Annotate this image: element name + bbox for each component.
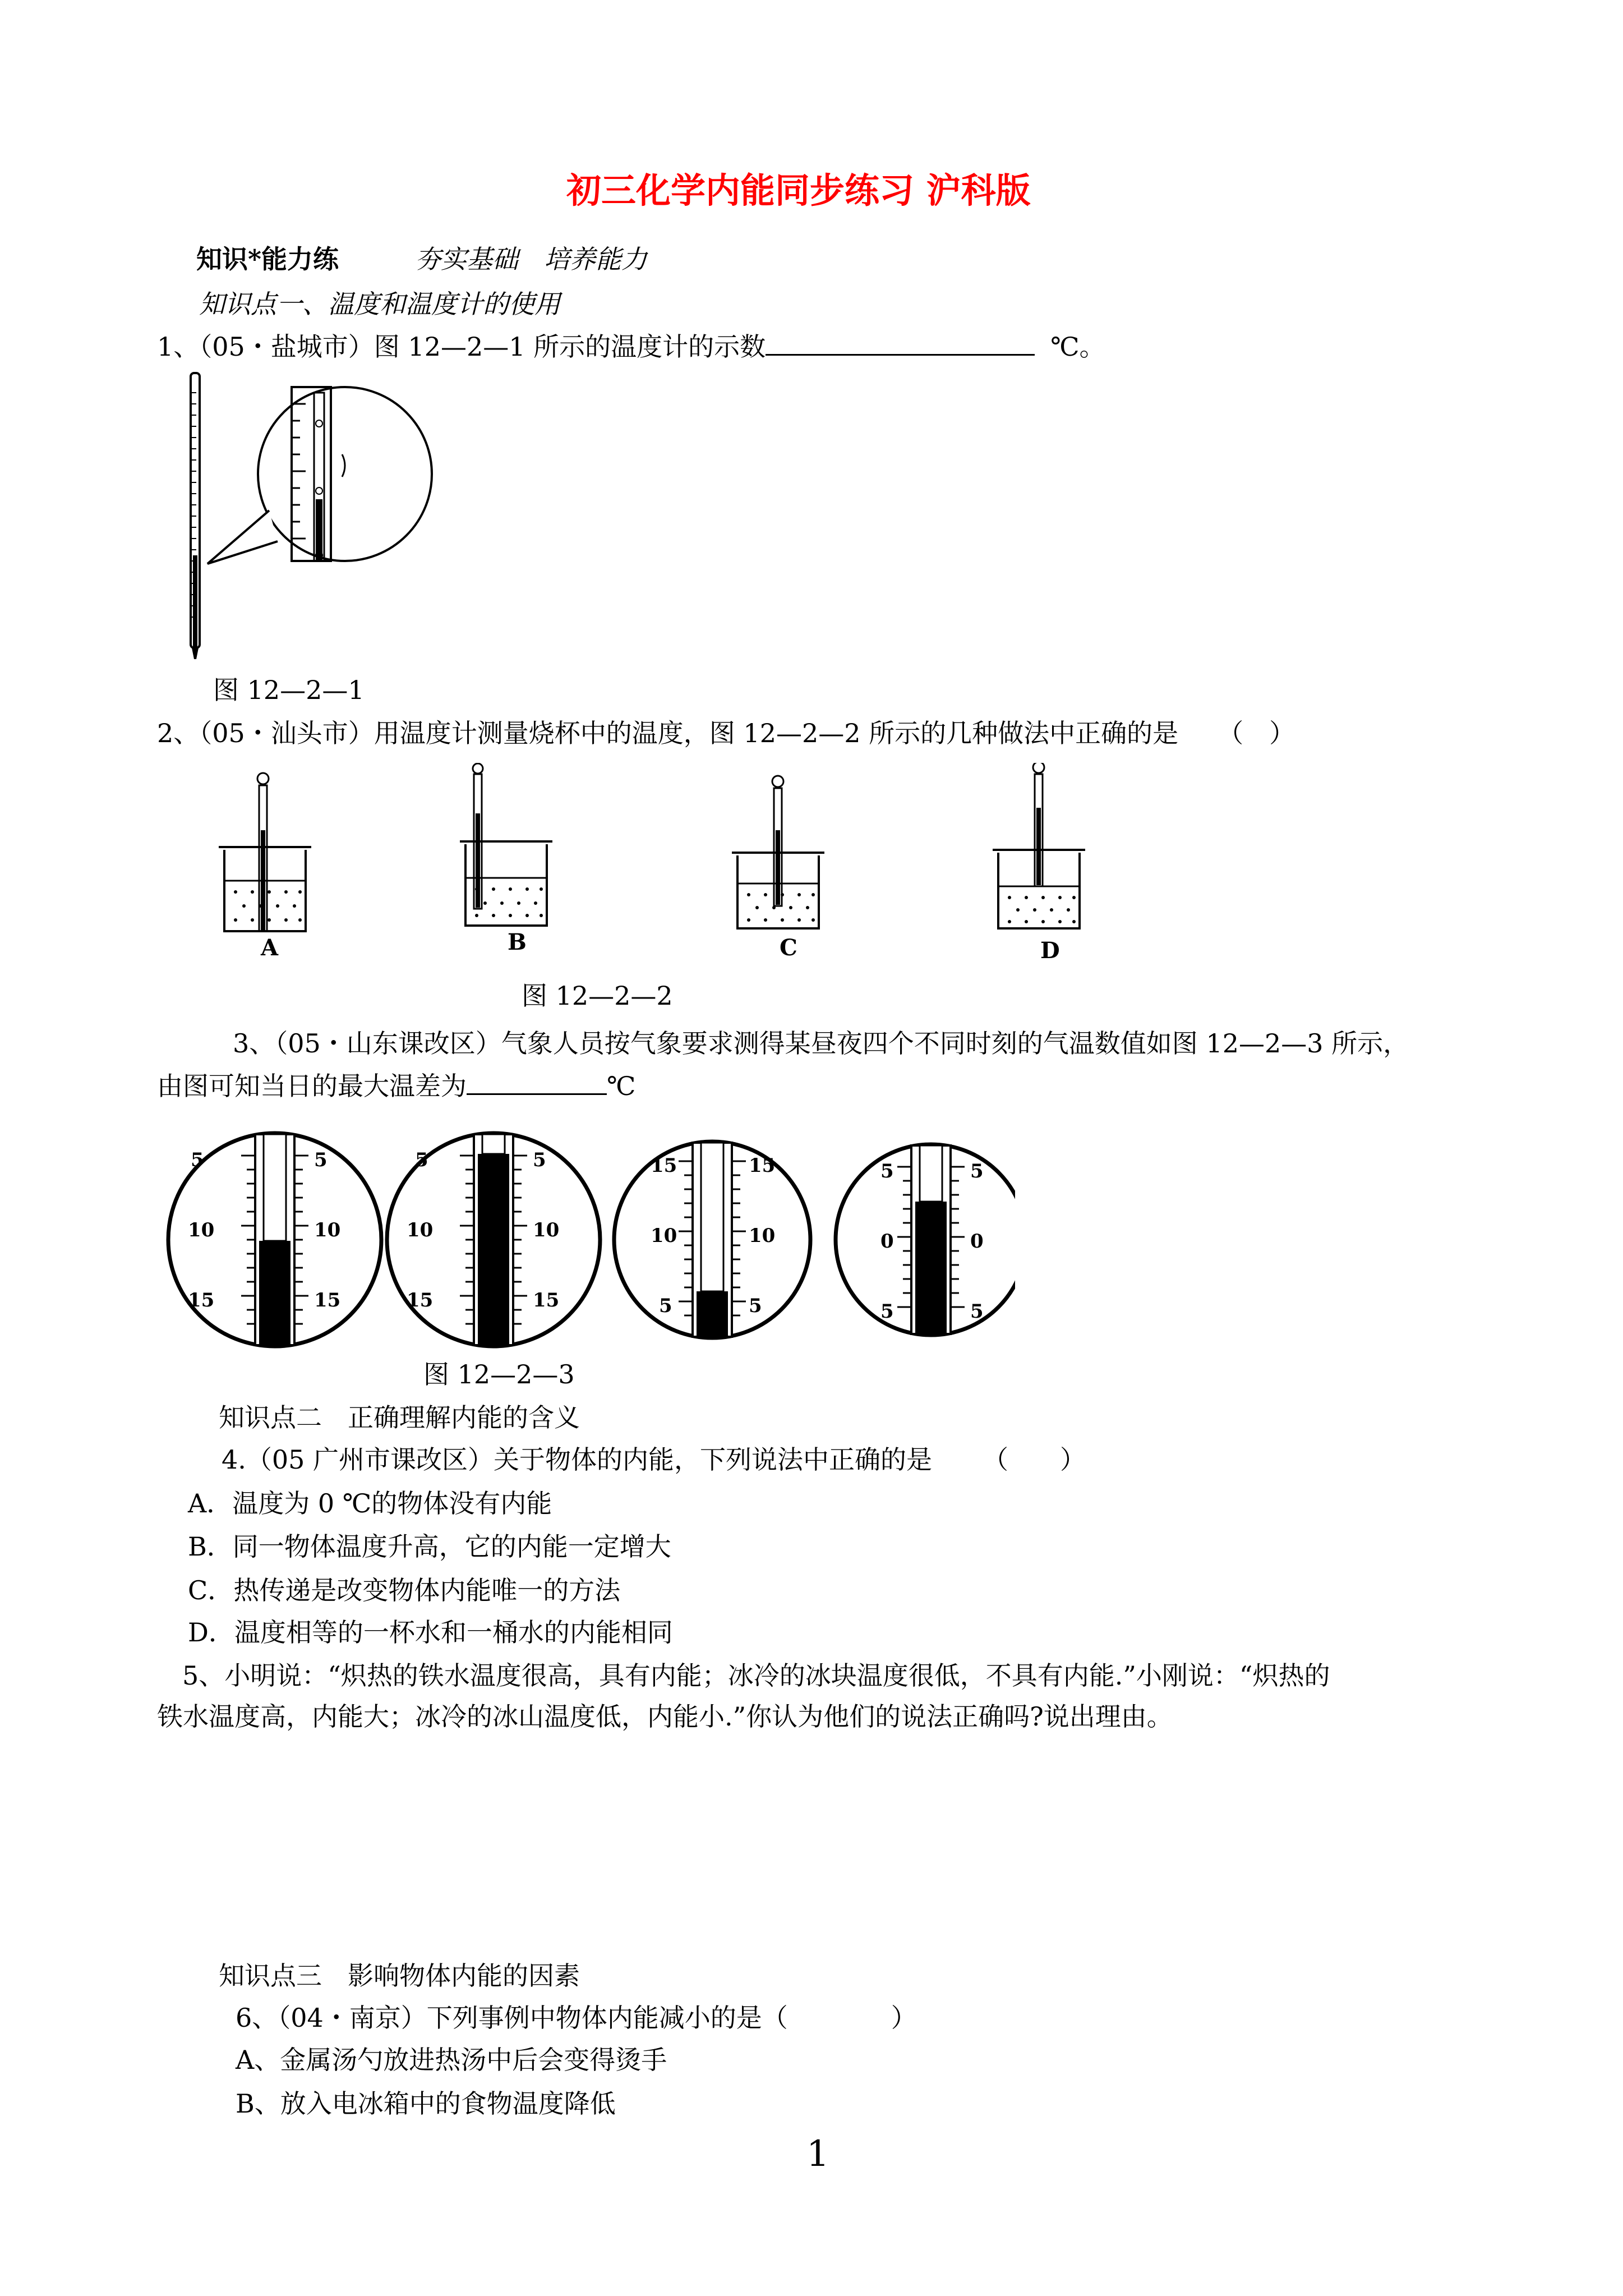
dial-3-tick-bottom-right: 5 <box>749 1295 762 1317</box>
question-2-text: 2、（05・汕头市）用温度计测量烧杯中的温度，图 12—2—2 所示的几种做法中正确的是 <box>157 718 1179 748</box>
beaker-label-c: C <box>780 935 797 961</box>
beaker-label-b: B <box>508 929 527 955</box>
dial-2-tick-mid-right: 10 <box>533 1219 560 1241</box>
question-4-paren: （ ） <box>983 1444 1086 1475</box>
question-3-unit: ℃ <box>607 1071 636 1101</box>
dial-1-tick-mid-left: 10 <box>188 1219 215 1241</box>
dial-4-tick-bottom-left: 5 <box>880 1300 894 1323</box>
dial-2-tick-mid-left: 10 <box>407 1219 434 1241</box>
page-number: 1 <box>806 2133 829 2175</box>
question-4-option-b: B．同一物体温度升高，它的内能一定增大 <box>188 1531 671 1562</box>
figure-caption-12-2-3: 图 12—2—3 <box>423 1359 575 1389</box>
dial-3-tick-mid-right: 10 <box>749 1225 776 1247</box>
section-motto: 夯实基础 培养能力 <box>415 244 647 274</box>
question-1 <box>157 329 1105 364</box>
question-4 <box>222 1443 1086 1476</box>
dial-4-tick-bottom-right: 5 <box>970 1300 984 1323</box>
dial-1-tick-bottom-left: 15 <box>188 1289 215 1312</box>
knowledge-point-3: 知识点三 影响物体内能的因素 <box>219 1961 580 1991</box>
figure-caption-12-2-2: 图 12—2—2 <box>522 981 673 1011</box>
page-title: 初三化学内能同步练习 沪科版 <box>566 170 1031 211</box>
dial-2-tick-bottom-right: 15 <box>533 1289 560 1312</box>
question-3-text: 由图可知当日的最大温差为 <box>157 1071 467 1101</box>
question-3-line-2 <box>157 1069 635 1103</box>
figure-12-2-2 <box>208 763 1105 959</box>
beaker-d <box>993 763 1085 928</box>
beaker-label-d: D <box>1040 937 1060 964</box>
dial-3-tick-mid-left: 10 <box>651 1225 677 1247</box>
knowledge-point-1: 知识点一、温度和温度计的使用 <box>199 289 560 319</box>
beaker-b <box>460 763 552 926</box>
dial-4-tick-mid-right: 0 <box>970 1230 984 1253</box>
knowledge-point-2: 知识点二 正确理解内能的含义 <box>219 1402 580 1433</box>
beaker-label-a: A <box>261 935 279 961</box>
section-heading: 知识*能力练 <box>196 244 339 274</box>
question-2 <box>157 716 1295 750</box>
dial-3-tick-top-right: 15 <box>749 1154 776 1177</box>
question-5-answer-area[interactable] <box>157 1745 1458 1935</box>
question-6-option-a: A、金属汤勺放进热汤中后会变得烫手 <box>236 2045 667 2075</box>
dial-1-tick-top-left: 5 <box>191 1149 204 1171</box>
dial-2-tick-top-right: 5 <box>533 1149 546 1171</box>
figure-12-2-1 <box>179 370 449 662</box>
answer-blank-3[interactable] <box>467 1069 607 1095</box>
question-5-line-2: 铁水温度高，内能大；冰冷的冰山温度低，内能小.”你认为他们的说法正确吗?说出理由。 <box>157 1701 1173 1732</box>
question-1-unit: ℃。 <box>1050 332 1105 362</box>
dial-3-tick-top-left: 15 <box>651 1154 677 1177</box>
question-6-text: 6、（04・南京）下列事例中物体内能减小的是（ ） <box>236 2003 917 2033</box>
question-4-option-d: D．温度相等的一杯水和一桶水的内能相同 <box>188 1617 673 1648</box>
answer-blank-1[interactable] <box>766 329 1035 356</box>
dial-1-tick-mid-right: 10 <box>314 1219 341 1241</box>
question-3-line-1: 3、（05・山东课改区）气象人员按气象要求测得某昼夜四个不同时刻的气温数值如图 12—2—3 所示， <box>233 1028 1409 1059</box>
dial-4-tick-top-left: 5 <box>880 1160 894 1182</box>
question-1-text: 1、（05・盐城市）图 12—2—1 所示的温度计的示数 <box>157 332 766 362</box>
dial-1-tick-top-right: 5 <box>314 1149 328 1171</box>
question-4-option-a: A．温度为 0 ℃的物体没有内能 <box>188 1488 552 1519</box>
question-4-text: 4.（05 广州市课改区）关于物体的内能，下列说法中正确的是 <box>222 1444 933 1475</box>
dial-4-tick-top-right: 5 <box>970 1160 984 1182</box>
question-5-line-1: 5、小明说：“炽热的铁水温度很高，具有内能；冰冷的冰块温度很低，不具有内能.”小刚说：“炽热的 <box>182 1660 1330 1691</box>
dial-3 <box>614 1142 810 1338</box>
dial-4 <box>836 1144 1015 1335</box>
question-4-option-c: C．热传递是改变物体内能唯一的方法 <box>188 1575 621 1605</box>
dial-2-tick-top-left: 5 <box>415 1149 428 1171</box>
dial-3-tick-bottom-left: 5 <box>659 1295 672 1317</box>
dial-4-tick-mid-left: 0 <box>880 1230 894 1253</box>
figure-caption-12-2-1: 图 12—2—1 <box>213 675 365 705</box>
dial-1-tick-bottom-right: 15 <box>314 1289 341 1312</box>
question-2-paren: （ ） <box>1218 718 1295 748</box>
beaker-c <box>732 776 824 928</box>
dial-2-tick-bottom-left: 15 <box>407 1289 434 1312</box>
question-6-option-b: B、放入电冰箱中的食物温度降低 <box>236 2088 616 2119</box>
beaker-a <box>219 773 311 931</box>
